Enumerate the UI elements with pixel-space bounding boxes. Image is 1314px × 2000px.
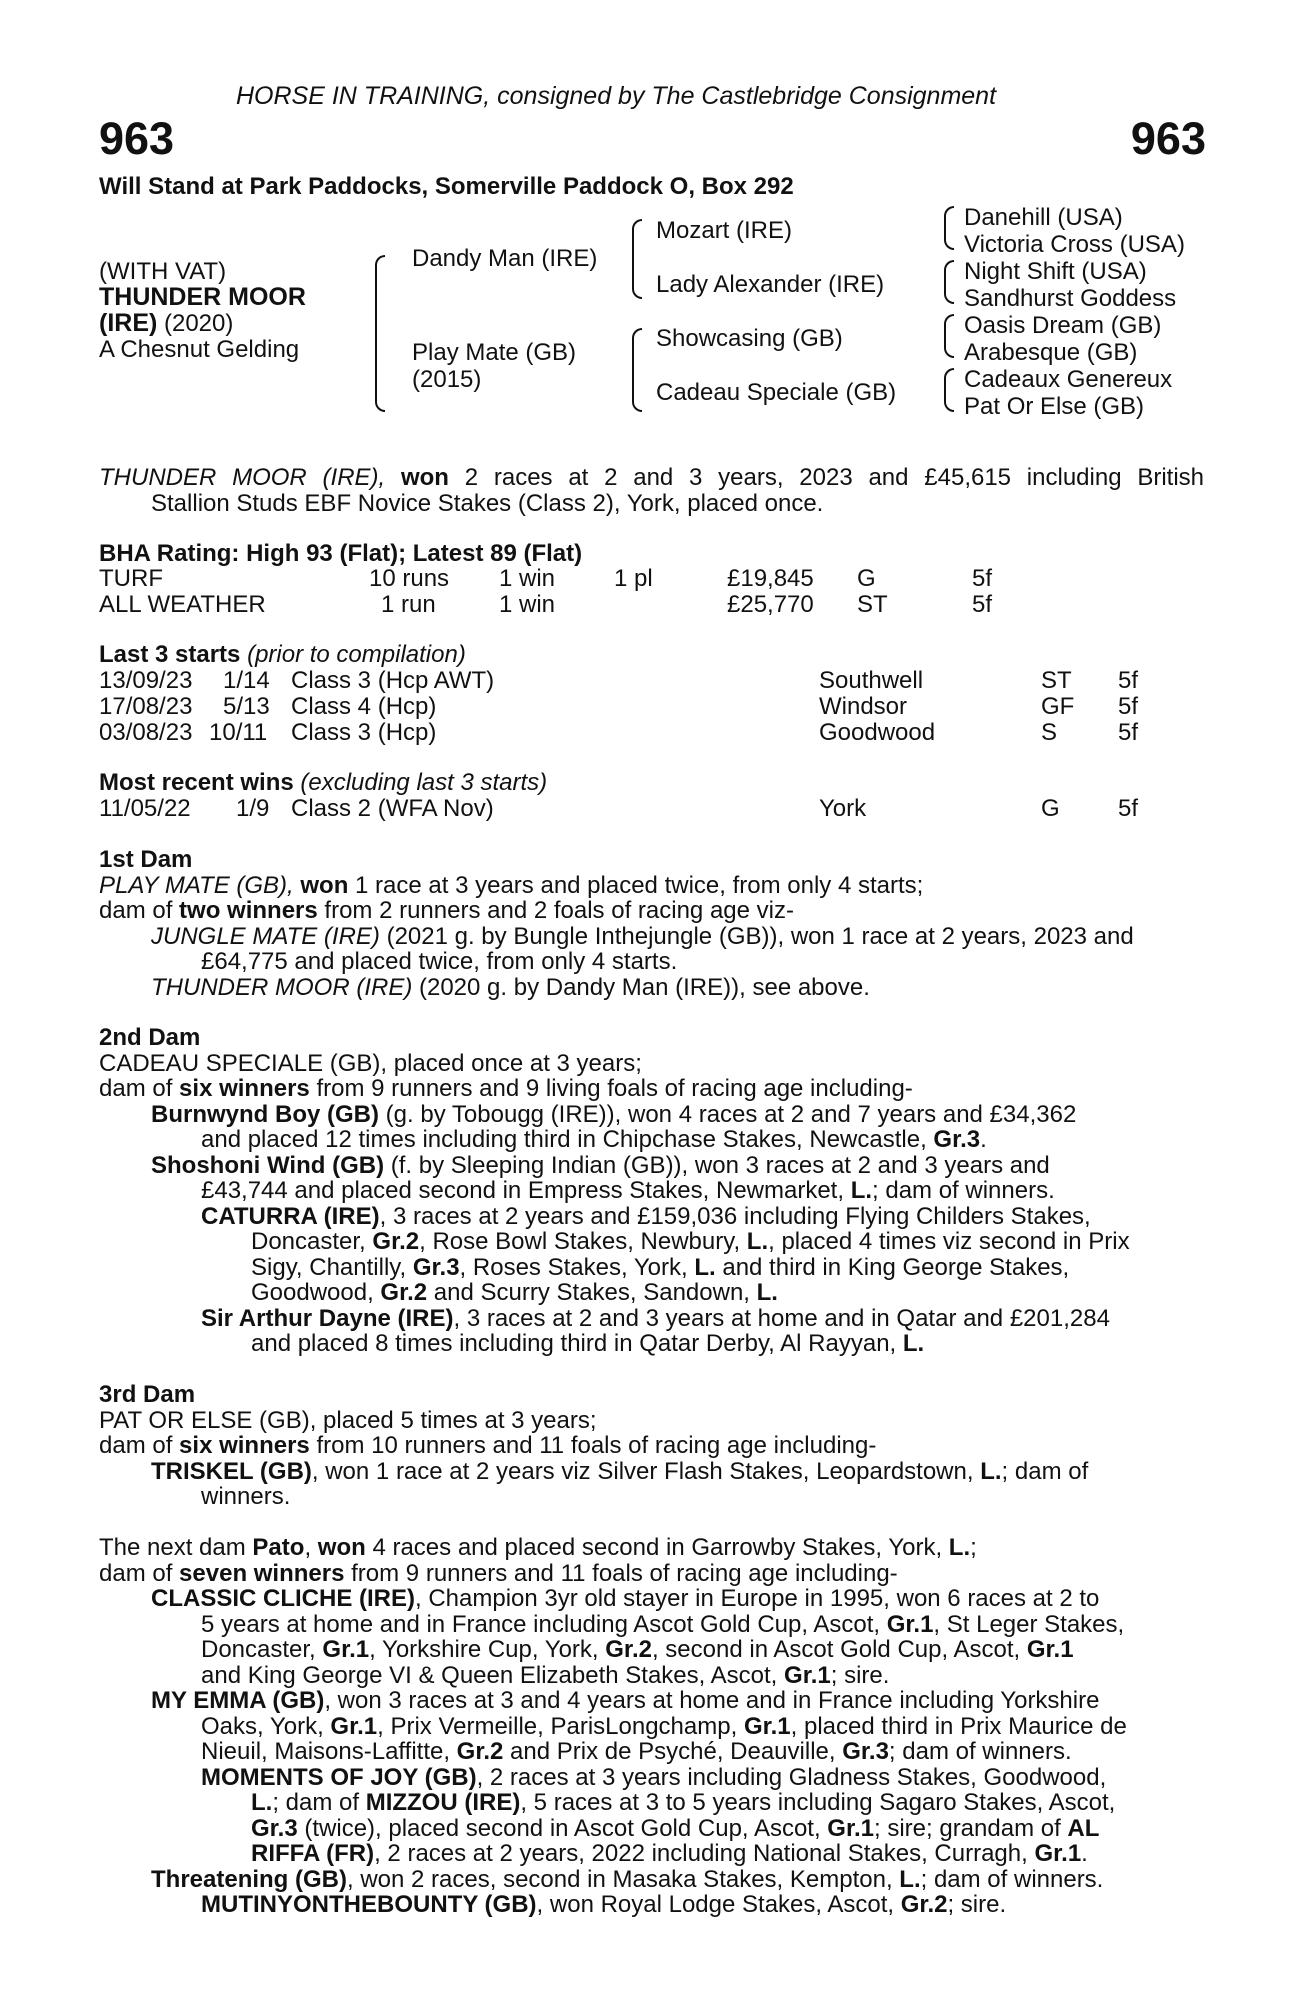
start-going: S — [1041, 719, 1058, 746]
rating-wins: 1 win — [499, 565, 556, 592]
pedigree-dam-year: (2015) — [412, 366, 482, 393]
progeny-record-cont: and Prix de Psyché, Deauville, — [503, 1738, 843, 1765]
pedigree-sire: Dandy Man (IRE) — [412, 245, 598, 272]
dam-of-label: ; dam of — [272, 1789, 366, 1816]
race-grade: L. — [902, 1330, 925, 1357]
race-grade: Gr.1 — [1026, 1636, 1074, 1663]
rating-prize: £19,845 — [727, 565, 814, 592]
progeny-record-cont: , Rose Bowl Stakes, Newbury, — [419, 1228, 747, 1255]
winners-count: two winners — [179, 897, 318, 924]
progeny-name: Burnwynd Boy (GB) — [151, 1100, 379, 1128]
win-course: York — [819, 795, 867, 822]
progeny-name: TRISKEL (GB) — [151, 1457, 312, 1485]
progeny-record: , 5 races at 3 to 5 years including Sagaro Stakes, Ascot, — [520, 1789, 1116, 1816]
progeny-name: MUTINYONTHEBOUNTY (GB) — [201, 1891, 537, 1918]
punct: , — [304, 1534, 318, 1561]
third-dam-heading: 3rd Dam — [99, 1381, 196, 1408]
pedigree-dss: Oasis Dream (GB) — [964, 312, 1162, 339]
progeny-record-cont: , Roses Stakes, York, — [459, 1253, 695, 1281]
race-grade: L. — [251, 1789, 273, 1816]
progeny-record-cont: (twice), placed second in Ascot Gold Cup, Ascot, — [297, 1814, 828, 1842]
start-position: 1/14 — [223, 667, 270, 694]
rating-distance: 5f — [972, 565, 993, 592]
start-distance: 5f — [1118, 693, 1139, 720]
progeny-record: , won 2 races, second in Masaka Stakes, Kempton, — [347, 1865, 900, 1893]
race-summary — [99, 465, 1204, 516]
progeny-record: , Champion 3yr old stayer in Europe in 1995, won 6 races at 2 to — [415, 1585, 1100, 1612]
progeny-record-cont: and third in King George Stakes, — [715, 1253, 1070, 1281]
second-dam-section — [99, 1025, 1204, 1357]
next-dam-section — [99, 1535, 1204, 1918]
pedigree-ddd: Pat Or Else (GB) — [964, 393, 1145, 420]
race-grade: Gr.2 — [380, 1279, 428, 1306]
progeny-name: MY EMMA (GB) — [151, 1687, 325, 1714]
progeny-record-cont: £64,775 and placed twice, from only 4 starts. — [201, 948, 678, 975]
progeny-name: Shoshoni Wind (GB) — [151, 1151, 385, 1179]
race-grade: Gr.1 — [886, 1610, 934, 1638]
pedigree-bracket-ds — [944, 314, 954, 358]
punct: . — [1081, 1840, 1088, 1867]
progeny-name: AL — [1067, 1814, 1100, 1842]
progeny-record-cont: and King George VI & Queen Elizabeth Stakes, Ascot, — [201, 1661, 785, 1689]
race-grade: L. — [899, 1865, 921, 1893]
pedigree-bracket-sire — [632, 219, 642, 299]
start-course: Windsor — [819, 693, 908, 720]
progeny-note: ; dam of — [1001, 1457, 1089, 1485]
progeny-note: ; sire. — [947, 1891, 1007, 1918]
race-grade: Gr.2 — [456, 1738, 504, 1765]
dam-of-label: dam of — [99, 897, 180, 924]
progeny-name: THUNDER MOOR (IRE) — [151, 973, 413, 1001]
pedigree-bracket-main — [375, 255, 385, 412]
horse-name-line2 — [99, 311, 233, 337]
progeny-record: (2020 g. by Dandy Man (IRE)), see above. — [412, 973, 870, 1001]
first-dam-record: 1 race at 3 years and placed twice, from only 4 starts; — [348, 871, 924, 899]
race-grade: Gr.1 — [322, 1636, 370, 1663]
first-dam-section — [99, 847, 1204, 1000]
recent-wins-heading — [99, 770, 547, 796]
progeny-record-cont: , second in Ascot Gold Cup, Ascot, — [651, 1636, 1027, 1663]
race-grade: L. — [756, 1279, 778, 1306]
lot-number-left: 963 — [99, 113, 175, 164]
lot-number-right: 963 — [1130, 113, 1206, 164]
rating-surface: TURF — [99, 565, 163, 592]
progeny-name: CATURRA (IRE) — [201, 1202, 380, 1230]
winners-count: six winners — [179, 1075, 310, 1102]
progeny-name: Threatening (GB) — [151, 1865, 347, 1893]
race-grade: Gr.2 — [605, 1636, 652, 1663]
dam-of-label: dam of — [99, 1075, 180, 1102]
pedigree-sire-sire: Mozart (IRE) — [656, 217, 793, 244]
progeny-record: , 2 races at 3 years including Gladness Stakes, Goodwood, — [476, 1763, 1107, 1791]
rating-runs: 1 run — [381, 591, 436, 618]
dam-of-label: dam of — [99, 1559, 180, 1587]
start-position: 5/13 — [223, 693, 270, 720]
progeny-record: (f. by Sleeping Indian (GB)), won 3 races at 2 and 3 years and — [384, 1151, 1050, 1179]
first-dam-name: PLAY MATE (GB), — [99, 871, 301, 899]
pedigree-sire-dam: Lady Alexander (IRE) — [656, 271, 885, 298]
progeny-note: ; sire. — [830, 1661, 890, 1689]
next-dam-record: 4 races and placed second in Garrowby Stakes, York, — [365, 1534, 949, 1561]
summary-text: 2 races at 2 and 3 years, 2023 and £45,615 including British — [448, 464, 1204, 491]
progeny-note: ; dam of winners. — [872, 1177, 1055, 1204]
start-date: 03/08/23 — [99, 719, 193, 746]
progeny-name: JUNGLE MATE (IRE) — [151, 922, 380, 950]
pedigree-bracket-dd — [944, 368, 954, 412]
progeny-record-cont: 5 years at home and in France including Ascot Gold Cup, Ascot, — [201, 1610, 887, 1638]
race-grade: Gr.1 — [827, 1814, 874, 1842]
progeny-record-cont: , Yorkshire Cup, York, — [369, 1636, 606, 1663]
rating-distance: 5f — [972, 591, 993, 618]
rating-going: ST — [857, 591, 888, 618]
race-grade: L. — [980, 1457, 1002, 1485]
winners-count: seven winners — [179, 1559, 345, 1587]
pedigree-sss: Danehill (USA) — [964, 204, 1123, 231]
start-race: Class 3 (Hcp) — [291, 719, 437, 746]
last3-heading — [99, 642, 466, 668]
race-grade: L. — [746, 1228, 769, 1255]
rating-wins: 1 win — [499, 591, 556, 618]
race-grade: Gr.1 — [1034, 1840, 1082, 1867]
start-distance: 5f — [1118, 719, 1139, 746]
horse-country: (IRE) — [99, 309, 158, 337]
produce-summary: from 9 runners and 9 living foals of racing age including- — [309, 1075, 913, 1102]
progeny-record-cont: Goodwood, — [251, 1279, 381, 1306]
progeny-record-cont: and Scurry Stakes, Sandown, — [427, 1279, 757, 1306]
punct: . — [980, 1126, 987, 1153]
pedigree-dam-dam: Cadeau Speciale (GB) — [656, 379, 897, 406]
race-grade: Gr.3 — [412, 1253, 460, 1281]
rating-runs: 10 runs — [369, 565, 450, 592]
progeny-record: (g. by Tobougg (IRE)), won 4 races at 2 and 7 years and £34,362 — [379, 1100, 1077, 1128]
pedigree-dds: Cadeaux Genereux — [964, 366, 1173, 393]
progeny-record-cont: , St Leger Stakes, — [933, 1610, 1125, 1638]
start-course: Goodwood — [819, 719, 936, 746]
pedigree-bracket-sd — [944, 260, 954, 304]
punct: ; — [970, 1534, 977, 1561]
pedigree-dam-sire: Showcasing (GB) — [656, 325, 843, 352]
race-grade: L. — [850, 1177, 873, 1204]
progeny-record: , 3 races at 2 and 3 years at home and in Qatar and £201,284 — [453, 1304, 1110, 1332]
progeny-note: ; dam of winners. — [920, 1865, 1104, 1893]
win-going: G — [1041, 795, 1060, 822]
rating-prize: £25,770 — [727, 591, 814, 618]
progeny-record: , won 3 races at 3 and 4 years at home and in France including Yorkshire — [324, 1687, 1100, 1714]
race-grade: L. — [948, 1534, 971, 1561]
pedigree-dsd: Arabesque (GB) — [964, 339, 1138, 366]
stand-location: Will Stand at Park Paddocks, Somerville Paddock O, Box 292 — [99, 173, 794, 200]
progeny-name: MIZZOU (IRE) — [365, 1789, 521, 1816]
progeny-record: , 3 races at 2 years and £159,036 including Flying Childers Stakes, — [379, 1202, 1091, 1230]
race-grade: Gr.1 — [784, 1661, 831, 1689]
progeny-record-cont: Oaks, York, — [201, 1712, 331, 1740]
won-label: won — [317, 1534, 366, 1561]
race-grade: Gr.2 — [372, 1228, 420, 1255]
progeny-record: , won 1 race at 2 years viz Silver Flash Stakes, Leopardstown, — [311, 1457, 981, 1485]
win-race: Class 2 (WFA Nov) — [291, 795, 494, 822]
horse-foaling-year: (2020) — [157, 310, 234, 337]
third-dam-record: PAT OR ELSE (GB), placed 5 times at 3 years; — [99, 1406, 597, 1434]
progeny-record-cont: , placed third in Prix Maurice de — [790, 1712, 1127, 1740]
progeny-record-cont: Doncaster, — [251, 1228, 373, 1255]
rating-going: G — [857, 565, 876, 592]
start-race: Class 3 (Hcp AWT) — [291, 667, 495, 694]
pedigree-bracket-dam — [632, 328, 642, 412]
progeny-name: MOMENTS OF JOY (GB) — [201, 1763, 477, 1791]
produce-summary: from 9 runners and 11 foals of racing age including- — [344, 1559, 898, 1587]
start-date: 13/09/23 — [99, 667, 193, 694]
progeny-record-cont: Nieuil, Maisons-Laffitte, — [201, 1738, 457, 1765]
progeny-record: (2021 g. by Bungle Inthejungle (GB)), won 1 race at 2 years, 2023 and — [379, 922, 1134, 950]
bha-rating: BHA Rating: High 93 (Flat); Latest 89 (Flat) — [99, 540, 583, 567]
next-dam-name: Pato — [252, 1534, 305, 1561]
produce-summary: from 10 runners and 11 foals of racing age including- — [309, 1432, 877, 1459]
pedigree-sdd: Sandhurst Goddess — [964, 285, 1177, 312]
recent-wins-heading-bold: Most recent wins — [99, 769, 294, 796]
pedigree-bracket-ss — [944, 206, 954, 250]
winners-count: six winners — [179, 1432, 310, 1459]
race-grade: L. — [694, 1253, 716, 1281]
rating-placed: 1 pl — [614, 565, 653, 592]
horse-name: THUNDER MOOR — [99, 283, 306, 311]
race-grade: Gr.1 — [743, 1712, 791, 1740]
progeny-name: Sir Arthur Dayne (IRE) — [201, 1304, 454, 1332]
progeny-record: , 2 races at 2 years, 2022 including National Stakes, Curragh, — [374, 1840, 1035, 1867]
progeny-record-cont: £43,744 and placed second in Empress Stakes, Newmarket, — [201, 1177, 851, 1204]
summary-line2: Stallion Studs EBF Novice Stakes (Class 2), York, placed once. — [151, 489, 824, 517]
start-position: 10/11 — [209, 719, 268, 746]
progeny-record: , won Royal Lodge Stakes, Ascot, — [536, 1891, 901, 1918]
progeny-record-cont: and placed 12 times including third in Chipchase Stakes, Newcastle, — [201, 1126, 934, 1153]
race-grade: Gr.3 — [842, 1738, 889, 1765]
pedigree-sds: Night Shift (USA) — [964, 258, 1147, 285]
start-going: ST — [1041, 667, 1072, 694]
dam-of-label: dam of — [99, 1432, 180, 1459]
horse-description: A Chesnut Gelding — [99, 336, 300, 363]
start-course: Southwell — [819, 667, 924, 694]
race-grade: Gr.1 — [330, 1712, 378, 1740]
summary-won: won — [400, 464, 449, 491]
vat-note: (WITH VAT) — [99, 258, 227, 285]
win-position: 1/9 — [236, 795, 270, 822]
progeny-record-cont: Doncaster, — [201, 1636, 323, 1663]
pedigree-dam: Play Mate (GB) — [412, 339, 577, 366]
race-grade: Gr.3 — [251, 1814, 298, 1842]
next-dam-label: The next dam — [99, 1534, 253, 1561]
progeny-record-cont: Sigy, Chantilly, — [251, 1253, 413, 1281]
start-distance: 5f — [1118, 667, 1139, 694]
progeny-record-cont: , Prix Vermeille, ParisLongchamp, — [377, 1712, 744, 1740]
pedigree-ssd: Victoria Cross (USA) — [964, 231, 1185, 258]
third-dam-section — [99, 1382, 1204, 1510]
progeny-note: ; dam of winners. — [888, 1738, 1072, 1765]
win-distance: 5f — [1118, 795, 1139, 822]
race-grade: Gr.3 — [933, 1126, 981, 1153]
second-dam-record: CADEAU SPECIALE (GB), placed once at 3 years; — [99, 1049, 642, 1077]
catalogue-header: HORSE IN TRAINING, consigned by The Castlebridge Consignment — [236, 82, 997, 110]
progeny-note: ; sire; grandam of — [874, 1814, 1068, 1842]
progeny-record-cont: winners. — [201, 1483, 291, 1510]
start-going: GF — [1041, 693, 1075, 720]
won-label: won — [300, 871, 349, 899]
summary-horse-name: THUNDER MOOR (IRE), — [99, 464, 401, 491]
recent-wins-heading-note: (excluding last 3 starts) — [293, 769, 548, 796]
last3-heading-note: (prior to compilation) — [240, 641, 466, 668]
progeny-name: RIFFA (FR) — [251, 1840, 375, 1867]
progeny-record-cont: and placed 8 times including third in Qatar Derby, Al Rayyan, — [251, 1330, 903, 1357]
second-dam-heading: 2nd Dam — [99, 1024, 201, 1051]
progeny-record-cont: , placed 4 times viz second in Prix — [768, 1228, 1130, 1255]
first-dam-heading: 1st Dam — [99, 846, 193, 873]
progeny-name: CLASSIC CLICHE (IRE) — [151, 1585, 415, 1612]
last3-heading-bold: Last 3 starts — [99, 641, 241, 668]
win-date: 11/05/22 — [99, 795, 191, 822]
start-race: Class 4 (Hcp) — [291, 693, 437, 720]
produce-summary: from 2 runners and 2 foals of racing age viz- — [317, 897, 794, 924]
start-date: 17/08/23 — [99, 693, 193, 720]
rating-surface: ALL WEATHER — [99, 591, 266, 618]
race-grade: Gr.2 — [900, 1891, 948, 1918]
